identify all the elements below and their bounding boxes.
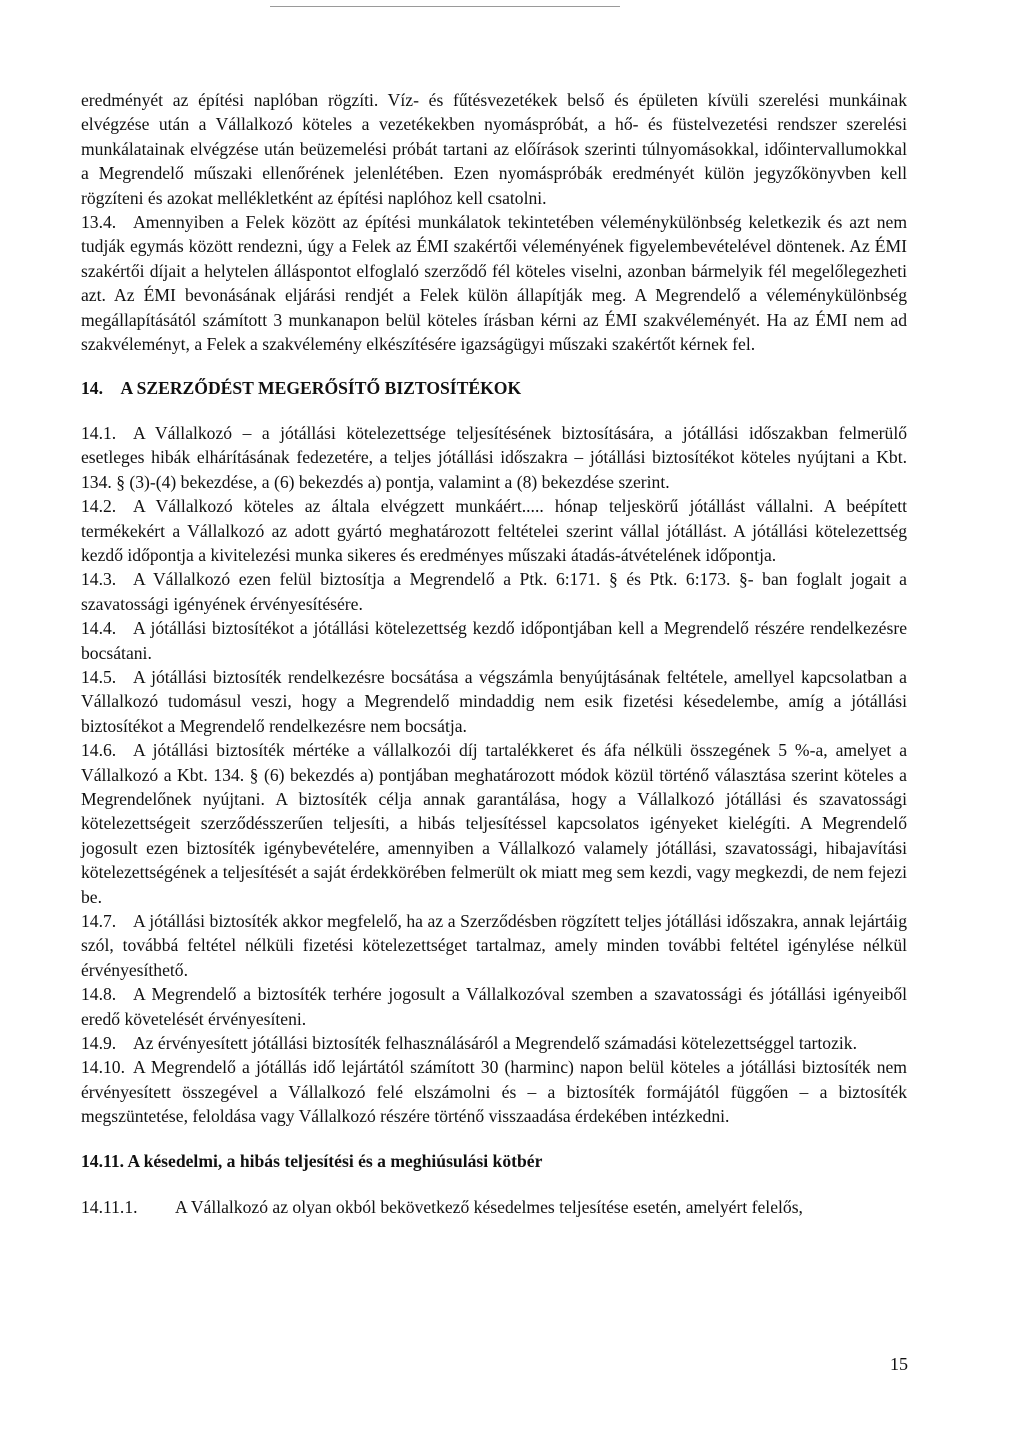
paragraph-number: 14.11.1. (81, 1197, 138, 1218)
paragraph-14-2 (81, 494, 907, 567)
intro-paragraph: eredményét az építési naplóban rögzíti. Víz- és fűtésvezetékek belső és épületen kívüli szerelési munkáinak elvégzése után a Vállalkozó köteles a vezetékekben nyomáspróbát, a hő- és füstelvezetési rendszer szerelési munkálatainak elvégzése után beüzemelési próbát tartani az előírások szerinti túlnyomásokkal, időintervallumokkal a Megrendelő műszaki ellenőrének jelenlétében. Ezen nyomáspróbák eredményét külön jegyzőkönyvben kell rögzíteni és azokat mellékletként az építési naplóhoz kell csatolni. (81, 90, 907, 208)
paragraph-number: 14.10. (81, 1057, 125, 1078)
section-heading-14-11 (81, 1149, 907, 1173)
paragraph-number: 14.3. (81, 569, 117, 590)
paragraph-number: 14.8. (81, 984, 117, 1005)
page-number: 15 (890, 1354, 908, 1374)
paragraph-text: A Vállalkozó köteles az általa elvégzett munkáért..... hónap teljeskörű jótállást vállalni. A beépített termékekért a Vállalkozó az adott gyártó meghatározott feltételei szerint vállal jótállást. A jótállási kötelezettség kezdő időpontja a kivitelezési munka sikeres és eredményes műszaki átadás-átvételének időpontja. (81, 496, 907, 565)
paragraph-number: 13.4. (81, 212, 117, 233)
paragraph-text: A Vállalkozó ezen felül biztosítja a Megrendelő a Ptk. 6:171. § és Ptk. 6:173. §- ban foglalt jogait a szavatossági igényének érvényesítésére. (81, 569, 907, 614)
paragraph-text: A Megrendelő a jótállás idő lejártától számított 30 (harminc) napon belül köteles a jótállási biztosíték nem érvényesített összegével a Vállalkozó felé elszámolni és – a biztosíték formájától függően – a biztosíték megszüntetése, feloldása vagy Vállalkozó részére történő visszaadása érdekében intézkedni. (81, 1057, 907, 1127)
paragraph-14-11-1 (81, 1195, 907, 1219)
section-heading-14 (81, 376, 907, 400)
paragraph-14-3 (81, 567, 907, 616)
section-number: 14.11. (81, 1150, 125, 1171)
paragraph-14-8 (81, 982, 907, 1031)
paragraph-text: Amennyiben a Felek között az építési munkálatok tekintetében véleménykülönbség keletkezik és azt nem tudják egymás között rendezni, úgy a Felek az ÉMI szakértői véleményének figyelembevételével döntenek. Az ÉMI szakértői díjait a helytelen álláspontot elfoglaló szerződő fél köteles viselni, azonban bármelyik fél megelőlegezheti azt. Az ÉMI bevonásának eljárási rendjét a Felek külön állapítják meg. A Megrendelő a véleménykülönbség megállapításától számított 3 munkanapon belül köteles írásban kérni az ÉMI szakvéleményét. Ha az ÉMI nem ad szakvéleményt, a Felek a szakvélemény elkészítésére igazságügyi műszaki szakértőt kérnek fel. (81, 212, 907, 355)
scan-top-edge (270, 6, 620, 7)
paragraph-number: 14.1. (81, 422, 117, 443)
paragraph-text: A Megrendelő a biztosíték terhére jogosult a Vállalkozóval szemben a szavatossági és jótállási igényeiből eredő követelését érvényesíteni. (81, 984, 907, 1029)
paragraph-number: 14.2. (81, 496, 117, 517)
paragraph-number: 14.4. (81, 618, 117, 639)
section-title: A SZERZŐDÉST MEGERŐSÍTŐ BIZTOSÍTÉKOK (120, 378, 522, 399)
paragraph-text: A jótállási biztosíték rendelkezésre bocsátása a végszámla benyújtásának feltétele, amellyel kapcsolatban a Vállalkozó tudomásul veszi, hogy a Megrendelő mindaddig nem esik fizetési késedelembe, amíg a jótállási biztosítékot a Megrendelő rendelkezésre nem bocsátja. (81, 666, 907, 736)
paragraph-14-7 (81, 909, 907, 982)
paragraph-number: 14.7. (81, 911, 117, 931)
paragraph-14-10 (81, 1055, 907, 1128)
paragraph-text: Az érvényesített jótállási biztosíték felhasználásáról a Megrendelő számadási kötelezettséggel tartozik. (133, 1033, 857, 1054)
paragraph-14-4 (81, 616, 907, 665)
paragraph-text: A jótállási biztosíték akkor megfelelő, ha az a Szerződésben rögzített teljes jótállási időszakra, annak lejártáig szól, továbbá feltétel nélküli fizetési kötelezettséget tartalmaz, amely minden további feltétel igénylése nélkül érvényesíthető. (81, 911, 907, 980)
paragraph-14-5 (81, 665, 907, 738)
section-number: 14. (81, 378, 103, 399)
paragraph-14-6 (81, 738, 907, 909)
paragraph-text: A Vállalkozó – a jótállási kötelezettsége teljesítésének biztosítására, a jótállási időszakban felmerülő esetleges hibák elhárításának fedezetére, a teljes jótállási időszakra – jótállási biztosítékot köteles nyújtani a Kbt. 134. § (3)-(4) bekezdése, a (6) bekezdés a) pontja, valamint a (8) bekezdése szerint. (81, 422, 907, 492)
section-14-paragraphs (81, 421, 907, 1129)
paragraph-text: A jótállási biztosíték mértéke a vállalkozói díj tartalékkeret és áfa nélküli összegének 5 %-a, amelyet a Vállalkozó a Kbt. 134. § (6) bekezdés a) pontjában meghatározott módok közül történő választása szerint köteles a Megrendelőnek nyújtani. A biztosíték célja annak garantálása, hogy a Vállalkozó jótállási és szavatossági kötelezettségeit szerződésszerűen teljesíti, a hibás teljesítéssel kapcsolatos igényeket kielégíti. A Megrendelő jogosult ezen biztosíték igénybevételére, amennyiben a Vállalkozó valamely jótállási, szavatossági, hibajavítási kötelezettségének a teljesítését a saját érdekkörében felmerült ok miatt meg sem kezdi, vagy megkezdi, de nem fejezi be. (81, 740, 907, 907)
paragraph-number: 14.9. (81, 1033, 117, 1054)
paragraph-14-9 (81, 1031, 907, 1055)
paragraph-number: 14.5. (81, 666, 117, 687)
document-body (81, 88, 907, 1219)
paragraph-text: A Vállalkozó az olyan okból bekövetkező késedelmes teljesítése esetén, amelyért felelős, (175, 1197, 803, 1218)
section-title: A késedelmi, a hibás teljesítési és a meghiúsulási kötbér (127, 1150, 543, 1171)
paragraph-14-1 (81, 421, 907, 494)
paragraph-13-4 (81, 210, 907, 356)
paragraph-number: 14.6. (81, 740, 117, 761)
paragraph-text: A jótállási biztosítékot a jótállási kötelezettség kezdő időpontjában kell a Megrendelő részére rendelkezésre bocsátani. (81, 618, 907, 663)
